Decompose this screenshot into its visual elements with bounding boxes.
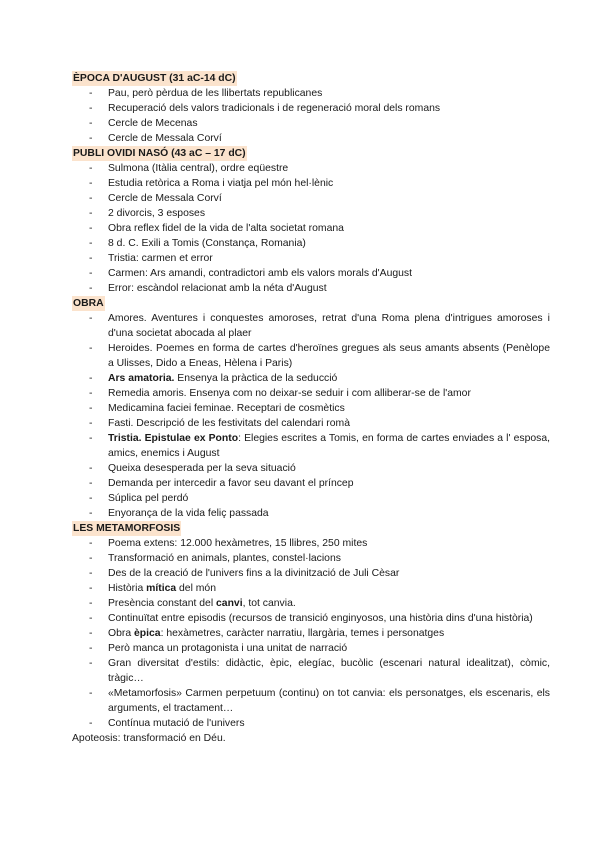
item-text: Història: [108, 583, 147, 594]
list-item: - Estudia retòrica a Roma i viatja pel món hel·lènic: [72, 176, 550, 191]
list-item: [72, 431, 550, 461]
item-text: Obra: [108, 628, 134, 639]
list-item: - Cercle de Mecenas: [72, 116, 550, 131]
list-item: - Cercle de Messala Corví: [72, 191, 550, 206]
list-item: - «Metamorfosis» Carmen perpetuum (continu) on tot canvia: els personatges, els escenaris, els arguments, el tractament…: [72, 686, 550, 716]
bullet-list: [72, 536, 550, 731]
list-item: - Continuïtat entre episodis (recursos de transició enginyosos, una història dins d'una història): [72, 611, 550, 626]
list-item: - Però manca un protagonista i una unitat de narració: [72, 641, 550, 656]
list-item: [72, 626, 550, 641]
list-item: - Poema extens: 12.000 hexàmetres, 15 llibres, 250 mites: [72, 536, 550, 551]
section-heading: LES METAMORFOSIS: [73, 523, 181, 534]
list-item: [72, 596, 550, 611]
bold-title: Tristia. Epistulae ex Ponto: [108, 433, 239, 444]
bold-term: èpica: [134, 628, 161, 639]
list-item: - Enyorança de la vida feliç passada: [72, 506, 550, 521]
list-item: - 2 divorcis, 3 esposes: [72, 206, 550, 221]
list-item: - Recuperació dels valors tradicionals i de regeneració moral dels romans: [72, 101, 550, 116]
section-ovidi: [72, 146, 550, 296]
list-item: - Pau, però pèrdua de les llibertats republicanes: [72, 86, 550, 101]
list-item: - Heroides. Poemes en forma de cartes d'heroïnes gregues als seus amants absents (Penèlope a Ulisses, Dido a Eneas, Hèlena i Paris): [72, 341, 550, 371]
list-item: - Transformació en animals, plantes, constel·lacions: [72, 551, 550, 566]
list-item: - Fasti. Descripció de les festivitats del calendari romà: [72, 416, 550, 431]
section-obra: [72, 296, 550, 521]
list-item: - Cercle de Messala Corví: [72, 131, 550, 146]
item-text: , tot canvia.: [242, 598, 296, 609]
list-item: - Des de la creació de l'univers fins a la divinització de Juli Cèsar: [72, 566, 550, 581]
list-item: - Sulmona (Itàlia central), ordre eqüestre: [72, 161, 550, 176]
list-item: [72, 371, 550, 386]
list-item: - Obra reflex fidel de la vida de l'alta societat romana: [72, 221, 550, 236]
list-item: - Contínua mutació de l'univers: [72, 716, 550, 731]
item-text: : Elegies escrites a Tomis, en forma de cartes enviades a l' esposa, amics, enemics i August: [108, 433, 550, 459]
list-item: - Gran diversitat d'estils: didàctic, èpic, elegíac, bucòlic (escenari natural idealitzat), còmic, tràgic…: [72, 656, 550, 686]
section-heading: ÈPOCA D'AUGUST (31 aC-14 dC): [73, 73, 236, 84]
item-text: Presència constant del: [108, 598, 217, 609]
list-item: - Medicamina faciei feminae. Receptari de cosmètics: [72, 401, 550, 416]
list-item: - Remedia amoris. Ensenya com no deixar-se seduir i com alliberar-se de l'amor: [72, 386, 550, 401]
list-item: - Error: escàndol relacionat amb la néta d'August: [72, 281, 550, 296]
list-item: - Queixa desesperada per la seva situació: [72, 461, 550, 476]
item-text: Ensenya la pràctica de la seducció: [174, 373, 338, 384]
section-heading: PUBLI OVIDI NASÓ (43 aC – 17 dC): [73, 148, 246, 159]
bold-term: mítica: [146, 583, 177, 594]
list-item: - Carmen: Ars amandi, contradictori amb els valors morals d'August: [72, 266, 550, 281]
list-item: - 8 d. C. Exili a Tomis (Constança, Romania): [72, 236, 550, 251]
list-item: - Amores. Aventures i conquestes amoroses, retrat d'una Roma plena d'intrigues amoroses i d'una societat abocada al plaer: [72, 311, 550, 341]
bullet-list: [72, 161, 550, 296]
list-item: [72, 581, 550, 596]
section-epoca-august: [72, 71, 550, 146]
bullet-list: [72, 311, 550, 521]
bold-title: Ars amatoria.: [108, 373, 175, 384]
item-text: : hexàmetres, caràcter narratiu, llargària, temes i personatges: [160, 628, 445, 639]
section-metamorfosis: [72, 521, 550, 731]
closing-line: Apoteosis: transformació en Déu.: [72, 733, 226, 744]
section-heading: OBRA: [73, 298, 104, 309]
list-item: - Súplica pel perdó: [72, 491, 550, 506]
list-item: - Demanda per intercedir a favor seu davant el príncep: [72, 476, 550, 491]
bold-term: canvi: [216, 598, 243, 609]
list-item: - Tristia: carmen et error: [72, 251, 550, 266]
item-text: del món: [176, 583, 216, 594]
bullet-list: [72, 86, 550, 146]
